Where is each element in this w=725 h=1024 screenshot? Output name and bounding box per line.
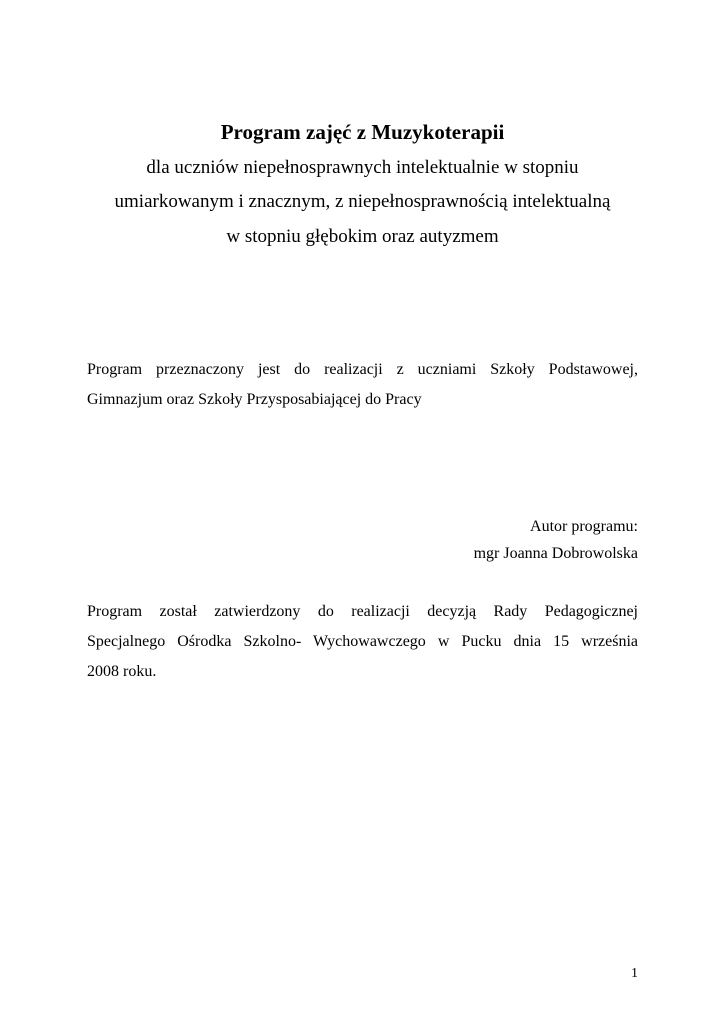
paragraph-line: Program został zatwierdzony do realizacji decyzją Rady Pedagogicznej [87, 603, 638, 620]
subtitle-line: dla uczniów niepełnosprawnych intelektualnie w stopniu [146, 157, 579, 178]
page-number: 1 [631, 966, 638, 981]
subtitle-line: w stopniu głębokim oraz autyzmem [226, 226, 499, 247]
paragraph-line: Gimnazjum oraz Szkoły Przysposabiającej do Pracy [87, 391, 422, 408]
approval-paragraph [87, 597, 638, 687]
purpose-paragraph [87, 355, 638, 415]
paragraph-line: 2008 roku. [87, 663, 157, 680]
paragraph-line: Program przeznaczony jest do realizacji z uczniami Szkoły Podstawowej, [87, 361, 638, 378]
document-title: Program zajęć z Muzykoterapii [220, 120, 505, 144]
paragraph-line: Specjalnego Ośrodka Szkolno- Wychowawczego w Pucku dnia 15 września [87, 633, 638, 650]
subtitle-line: umiarkowanym i znacznym, z niepełnosprawnością intelektualną [114, 191, 611, 212]
author-name: mgr Joanna Dobrowolska [473, 545, 638, 562]
author-label: Autor programu: [530, 518, 638, 535]
